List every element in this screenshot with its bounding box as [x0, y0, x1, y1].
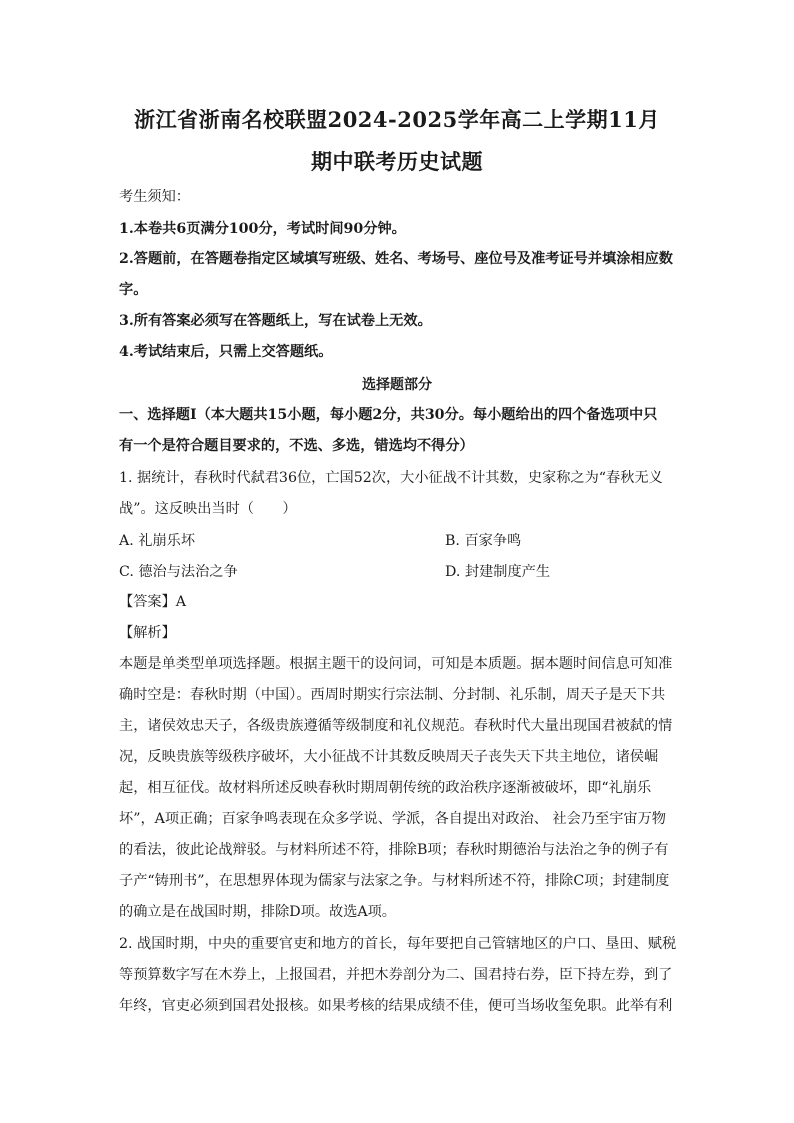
- q1-analysis-line: 本题是单类型单项选择题。根据主题干的设问词，可知是本质题。据本题时间信息可知准: [119, 656, 673, 672]
- q1-answer: 【答案】A: [119, 594, 186, 610]
- q1-stem-line1: 1. 据统计，春秋时代弑君36位，亡国52次，大小征战不计其数，史家称之为“春秋无义: [119, 470, 663, 486]
- q1-option-c: C. 德治与法治之争: [119, 564, 238, 580]
- q1-analysis-label: 【解析】: [119, 625, 176, 641]
- q2-stem-line: 年终，官吏必须到国君处报核。如果考核的结果成绩不佳，便可当场收玺免职。此举有利: [119, 998, 673, 1014]
- q2-stem-line: 等预算数字写在木券上，上报国君，并把木券剖分为二、国君持右券，臣下持左券，到了: [119, 967, 673, 983]
- q1-analysis-line: 主，诸侯效忠天子，各级贵族遵循等级制度和礼仪规范。春秋时代大量出现国君被弑的情: [119, 718, 673, 734]
- notice-heading: 考生须知：: [119, 189, 190, 205]
- part1-instruction-line2: 有一个是符合题目要求的，不选、多选，错选均不得分）: [119, 438, 474, 454]
- q1-option-b: B. 百家争鸣: [445, 533, 522, 549]
- q1-option-a: A. 礼崩乐坏: [119, 533, 196, 549]
- q1-analysis-line: 况，反映贵族等级秩序破坏，大小征战不计其数反映周天子丧失天下共主地位，诸侯崛: [119, 749, 659, 765]
- q2-stem-line: 2. 战国时期，中央的重要官吏和地方的首长，每年要把自己管辖地区的户口、垦田、赋税: [119, 936, 677, 952]
- q1-analysis-line: 的确立是在战国时期，排除D项。故选A项。: [119, 904, 396, 920]
- part1-instruction-line1: 一、选择题Ⅰ（本大题共15小题，每小题2分，共30分。每小题给出的四个备选项中只: [119, 407, 658, 423]
- notice-item-2-cont: 字。: [119, 282, 148, 298]
- notice-item-3: 3.所有答案必须写在答题纸上，写在试卷上无效。: [119, 313, 432, 329]
- q1-stem-line2: 战”。这反映出当时（ ）: [119, 501, 297, 517]
- q1-analysis-line: 起，相互征伐。故材料所述反映春秋时期周朝传统的政治秩序逐渐被破坏，即“礼崩乐: [119, 780, 652, 796]
- section-title: 选择题部分: [362, 377, 432, 393]
- q1-analysis-line: 确时空是：春秋时期（中国）。西周时期实行宗法制、分封制、礼乐制，周天子是天下共: [119, 687, 666, 703]
- notice-item-2: 2.答题前，在答题卷指定区域填写班级、姓名、考场号、座位号及准考证号并填涂相应数: [119, 251, 673, 267]
- q1-analysis-line: 子产“铸刑书”，在思想界体现为儒家与法家之争。与材料所述不符，排除C项；封建制度: [119, 873, 670, 889]
- exam-title-line1: 浙江省浙南名校联盟2024-2025学年高二上学期11月: [134, 107, 660, 132]
- q1-analysis-line: 坏”，A项正确；百家争鸣表现在众多学说、学派，各自提出对政治、 社会乃至宇宙万物: [119, 811, 666, 827]
- notice-item-4: 4.考试结束后，只需上交答题纸。: [119, 344, 333, 360]
- notice-item-1: 1.本卷共6页满分100分，考试时间90分钟。: [119, 221, 406, 237]
- q1-analysis-line: 的看法，彼此论战辩驳。与材料所述不符，排除B项；春秋时期德治与法治之争的例子有: [119, 842, 669, 858]
- exam-title-line2: 期中联考历史试题: [311, 149, 483, 174]
- q1-option-d: D. 封建制度产生: [445, 564, 551, 580]
